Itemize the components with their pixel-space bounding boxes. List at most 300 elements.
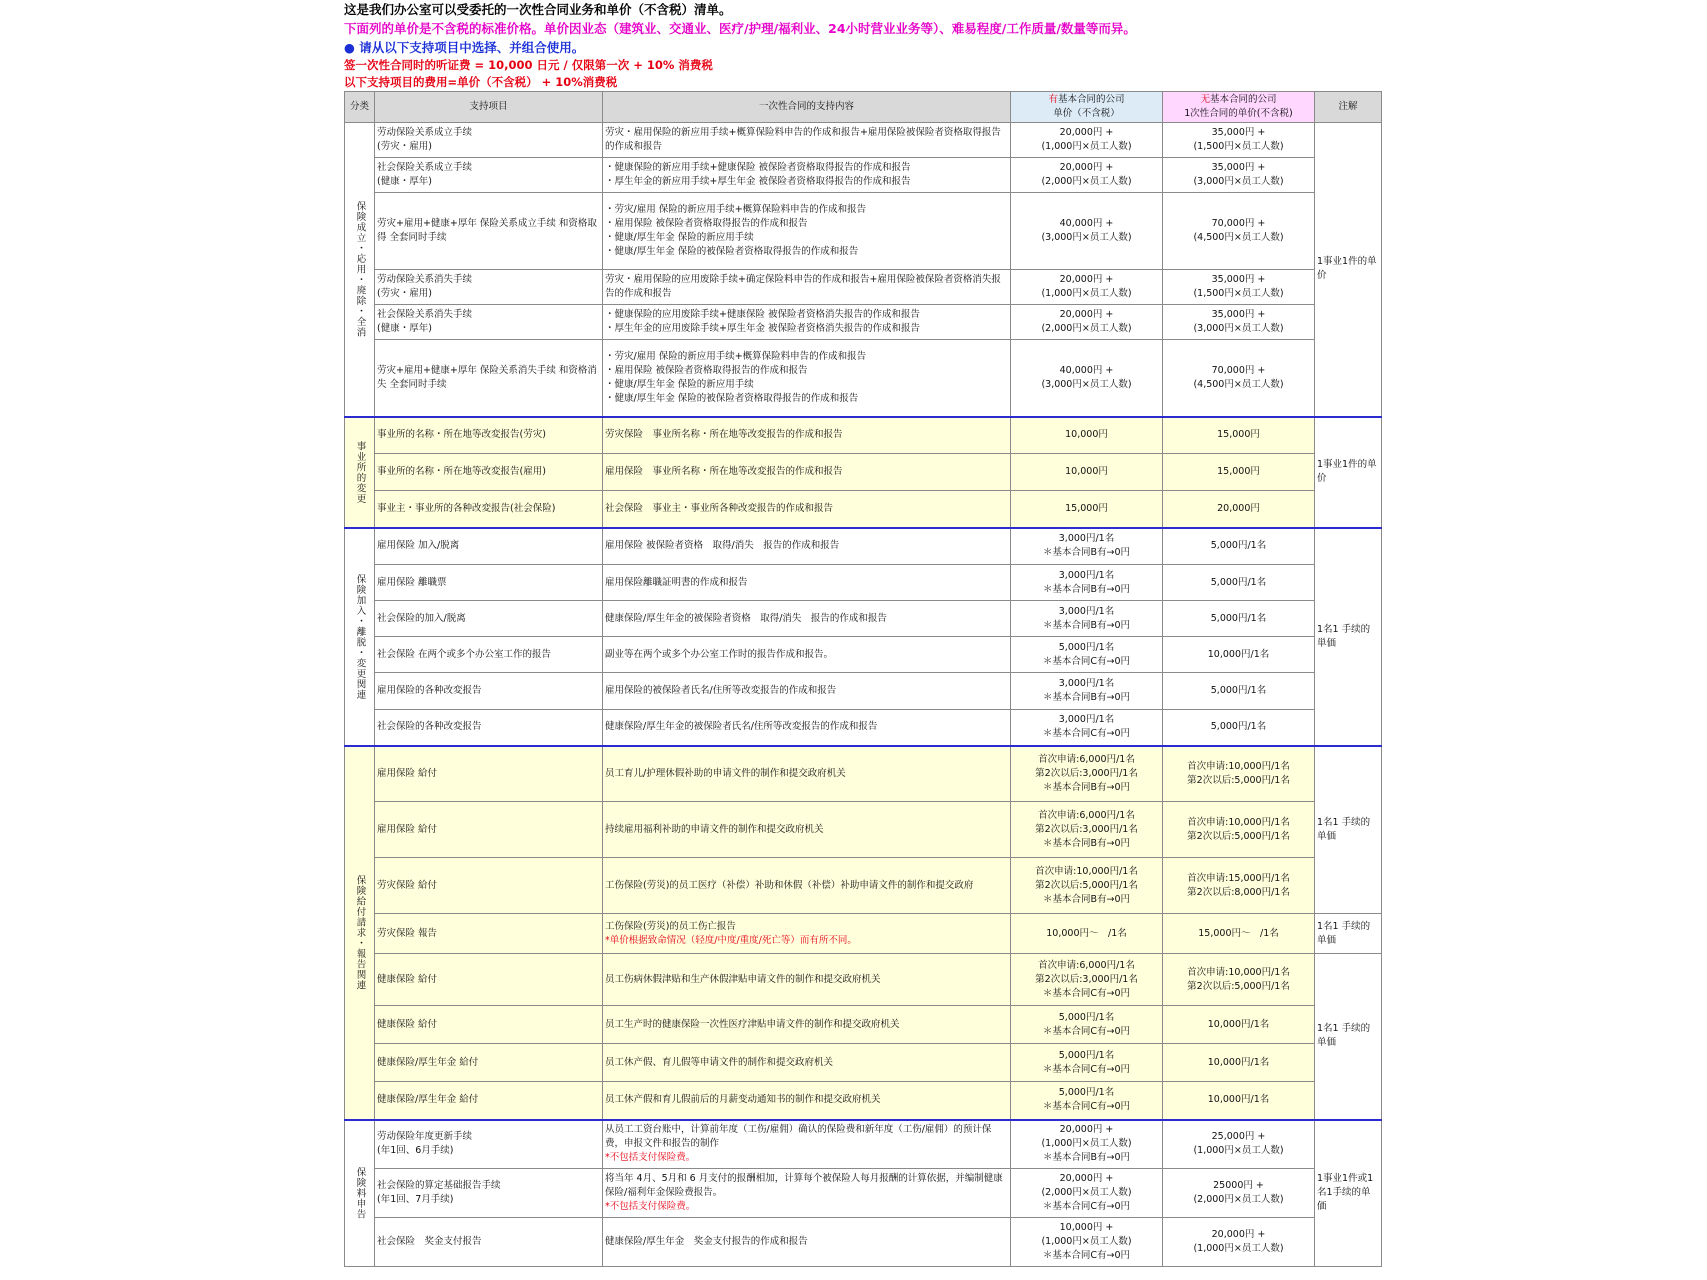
basic-price-text: 20,000円 +: [1059, 1124, 1114, 1136]
nobasic-price-text: 第2次以后:5,000円/1名: [1187, 980, 1290, 992]
basic-price-text: 5,000円/1名: [1058, 1049, 1115, 1061]
item-cell: [375, 858, 603, 914]
table-row: [345, 491, 1382, 528]
basic-price-text: 首次申请:6,000円/1名: [1038, 959, 1135, 971]
table-row: [345, 528, 1382, 565]
item-text: (年1回、6月手续): [377, 1145, 454, 1157]
content-text: ・雇用保险 被保险者资格取得报告的作成和报告: [605, 364, 808, 376]
basic-price-text: 10,000円 +: [1059, 1222, 1114, 1233]
nobasic-price-text: (1,000円×员工人数): [1193, 1243, 1284, 1254]
nobasic-price-cell: [1163, 1218, 1315, 1267]
nobasic-price-text: 10,000円/1名: [1207, 648, 1270, 660]
nobasic-price-cell: [1163, 417, 1315, 454]
nobasic-price-text: 10,000円/1名: [1207, 1018, 1270, 1030]
nobasic-price-cell: [1163, 954, 1315, 1006]
item-text: 事业所的名称・所在地等改変报告(劳灾): [377, 429, 546, 441]
basic-price-text: 20,000円 +: [1059, 162, 1114, 173]
basic-price-text: 15,000円: [1065, 502, 1108, 514]
item-text: 劳灾+雇用+健康+厚年 保险关系成立手续 和资格取得 全套同时手续: [377, 218, 597, 243]
basic-price-text: ＊基本合同B有→0円: [1042, 692, 1131, 703]
nobasic-price-text: 15,000円: [1217, 429, 1260, 441]
nobasic-price-text: 第2次以后:5,000円/1名: [1187, 774, 1290, 786]
hearing-fee-note: 签一次性合同时的听证费 = 10,000 日元 / 仅限第一次 + 10% 消费税: [344, 58, 713, 72]
nobasic-price-cell: [1163, 340, 1315, 417]
nobasic-price-text: (3,000円×员工人数): [1193, 323, 1284, 334]
item-cell: [375, 1082, 603, 1120]
nobasic-price-cell: [1163, 914, 1315, 954]
nobasic-price-cell: [1163, 637, 1315, 673]
basic-price-text: 首次申请:6,000円/1名: [1038, 753, 1135, 765]
nobasic-price-text: (3,000円×员工人数): [1193, 176, 1284, 187]
basic-price-text: 3,000円/1名: [1058, 533, 1115, 545]
basic-price-text: 第2次以后:5,000円/1名: [1035, 879, 1138, 891]
item-text: 社会保险的算定基础报告手续: [377, 1180, 501, 1191]
item-text: 劳动保险关系消失手续: [377, 274, 473, 285]
content-text: ・健康/厚生年金 保险的新应用手续: [605, 232, 754, 243]
content-cell: [603, 673, 1011, 710]
basic-price-text: 10,000円～ /1名: [1046, 927, 1127, 939]
basic-price-cell: [1011, 746, 1163, 802]
pricing-note: 下面列的单价是不含税的标准价格。单价因业态（建筑业、交通业、医疗/护理/福利业、24小时营业业务等）、难易程度/工作质量/数量等而异。: [344, 21, 1136, 36]
nobasic-price-text: 首次申请:10,000円/1名: [1187, 966, 1290, 978]
content-cell: [603, 270, 1011, 305]
note-cell: 1事业1件的单价: [1315, 417, 1382, 528]
content-text: ・劳灾/雇用 保险的新应用手续+概算保险料申告的作成和报告: [605, 350, 867, 362]
nobasic-price-cell: [1163, 565, 1315, 601]
item-text: 社会保险的各种改変报告: [377, 721, 482, 733]
item-cell: [375, 340, 603, 417]
basic-price-cell: [1011, 528, 1163, 565]
nobasic-price-text: 15,000円: [1217, 466, 1260, 477]
table-header-row: [345, 92, 1382, 123]
item-text: 劳动保险年度更新手续: [377, 1131, 473, 1143]
content-cell: [603, 1082, 1011, 1120]
basic-price-cell: [1011, 1120, 1163, 1169]
item-cell: [375, 305, 603, 340]
content-text: 持续雇用福利补助的申请文件的制作和提交政府机关: [605, 823, 824, 835]
content-cell: [603, 491, 1011, 528]
content-text: ・雇用保险 被保险者资格取得报告的作成和报告: [605, 218, 808, 229]
basic-price-cell: [1011, 1044, 1163, 1082]
basic-price-text: ＊基本合同B有→0円: [1042, 837, 1131, 849]
content-text: 劳灾・雇用保险的应用废除手续+确定保险料申告的作成和报告+雇用保险被保险者资格消失报告的作成和报告: [605, 274, 1001, 299]
nobasic-price-text: 第2次以后:5,000円/1名: [1187, 830, 1290, 842]
nobasic-price-text: 10,000円/1名: [1207, 1056, 1270, 1068]
content-text: 健康保险/厚生年金的被保险者资格 取得/消失 报告的作成和报告: [605, 612, 887, 624]
table-row: [345, 270, 1382, 305]
item-text: 劳灾保险 給付: [377, 879, 438, 891]
basic-price-text: (3,000円×员工人数): [1041, 232, 1132, 243]
item-text: 健康保险/厚生年金 給付: [377, 1094, 479, 1106]
nobasic-price-cell: [1163, 454, 1315, 491]
table-row: [345, 1006, 1382, 1044]
table-row: [345, 710, 1382, 746]
nobasic-price-text: 25000円 +: [1213, 1180, 1264, 1191]
basic-price-text: (1,000円×员工人数): [1041, 1138, 1132, 1150]
item-cell: [375, 954, 603, 1006]
item-text: 劳灾保险 報告: [377, 927, 438, 939]
basic-price-text: ＊基本合同B有→0円: [1042, 619, 1131, 631]
content-cell: [603, 528, 1011, 565]
content-text: ・健康/厚生年金 保险的新应用手续: [605, 378, 754, 390]
basic-price-text: 20,000円 +: [1059, 274, 1114, 285]
basic-price-cell: [1011, 305, 1163, 340]
content-text: ・厚生年金的新应用手续+厚生年金 被保险者资格取得报告的作成和报告: [605, 176, 911, 187]
table-row: [345, 637, 1382, 673]
nobasic-price-cell: [1163, 1006, 1315, 1044]
nobasic-price-cell: [1163, 802, 1315, 858]
item-cell: [375, 491, 603, 528]
content-cell: [603, 954, 1011, 1006]
item-cell: [375, 1120, 603, 1169]
basic-price-cell: [1011, 710, 1163, 746]
item-text: 劳动保险关系成立手续: [377, 127, 473, 138]
content-text: ・劳灾/雇用 保险的新应用手续+概算保险料申告的作成和报告: [605, 204, 867, 215]
basic-price-text: (1,000円×员工人数): [1041, 1236, 1132, 1247]
item-text: 社会保险的加入/脱离: [377, 612, 466, 624]
content-text: 社会保险 事业主・事业所各种改変报告的作成和报告: [605, 502, 834, 514]
content-cell: [603, 158, 1011, 193]
nobasic-price-text: (4,500円×员工人数): [1193, 232, 1284, 243]
content-cell: [603, 1218, 1011, 1267]
nobasic-price-cell: [1163, 305, 1315, 340]
item-cell: [375, 123, 603, 158]
basic-price-text: 3,000円/1名: [1058, 678, 1115, 689]
basic-price-text: 40,000円 +: [1059, 218, 1114, 229]
basic-price-cell: [1011, 673, 1163, 710]
table-row: [345, 914, 1382, 954]
table-row: [345, 858, 1382, 914]
basic-price-text: 第2次以后:3,000円/1名: [1035, 767, 1138, 779]
basic-price-text: 10,000円: [1065, 466, 1108, 477]
nobasic-price-text: 35,000円 +: [1211, 309, 1266, 320]
basic-price-text: 第2次以后:3,000円/1名: [1035, 973, 1138, 985]
basic-price-text: 3,000円/1名: [1058, 569, 1115, 581]
item-text: 社会保险 奖金支付报告: [377, 1236, 482, 1247]
basic-price-text: 5,000円/1名: [1058, 641, 1115, 653]
content-cell: [603, 123, 1011, 158]
content-cell: [603, 193, 1011, 270]
basic-price-text: ＊基本合同B有→0円: [1042, 781, 1131, 793]
nobasic-price-cell: [1163, 710, 1315, 746]
content-text: 雇用保险的被保险者氏名/住所等改変报告的作成和报告: [605, 685, 837, 696]
nobasic-price-cell: [1163, 673, 1315, 710]
item-text: 事业主・事业所的各种改変报告(社会保险): [377, 502, 556, 514]
item-text: 健康保险 給付: [377, 973, 438, 985]
item-cell: [375, 454, 603, 491]
item-cell: [375, 565, 603, 601]
basic-price-text: ＊基本合同C有→0円: [1042, 728, 1131, 740]
item-cell: [375, 1169, 603, 1218]
content-text: 将当年 4月、5月和 6 月支付的报酬相加，计算每个被保险人每月报酬的计算依据，并编制健康保险/福利年金保险费报告。: [605, 1173, 1003, 1198]
nobasic-price-text: 35,000円 +: [1211, 127, 1266, 138]
nobasic-price-text: (4,500円×员工人数): [1193, 378, 1284, 390]
price-table: [344, 91, 1382, 1267]
nobasic-price-cell: [1163, 1044, 1315, 1082]
nobasic-price-cell: [1163, 601, 1315, 637]
table-row: [345, 305, 1382, 340]
nobasic-price-cell: [1163, 491, 1315, 528]
basic-price-text: 3,000円/1名: [1058, 714, 1115, 726]
basic-price-cell: [1011, 340, 1163, 417]
content-cell: [603, 340, 1011, 417]
basic-price-cell: [1011, 565, 1163, 601]
basic-price-text: (3,000円×员工人数): [1041, 378, 1132, 390]
item-cell: [375, 1044, 603, 1082]
content-text: ・健康保险的应用废除手续+健康保险 被保险者资格消失报告的作成和报告: [605, 309, 920, 320]
note-cell: 1名1 手续的单価: [1315, 746, 1382, 914]
item-text: 雇用保险 加入/脱离: [377, 540, 460, 552]
table-row: [345, 565, 1382, 601]
basic-price-text: ＊基本合同C有→0円: [1042, 987, 1131, 999]
table-row: [345, 158, 1382, 193]
content-cell: [603, 1006, 1011, 1044]
note-cell: 1名1 手续的単価: [1315, 528, 1382, 746]
content-text: 健康保险/厚生年金 奖金支付报告的作成和报告: [605, 1236, 808, 1247]
col-category: 分类: [345, 92, 375, 123]
table-row: [345, 1082, 1382, 1120]
content-cell: [603, 601, 1011, 637]
intro-line: 这是我们办公室可以受委托的一次性合同业务和单价（不含税）清单。: [344, 2, 732, 17]
content-warning: *单价根据致命情况（轻度/中度/重度/死亡等）而有所不同。: [605, 934, 857, 946]
content-text: 员工生产时的健康保险一次性医疗津贴申请文件的制作和提交政府机关: [605, 1018, 900, 1030]
item-text: (年1回、7月手续): [377, 1194, 454, 1205]
basic-price-cell: [1011, 454, 1163, 491]
nobasic-price-cell: [1163, 158, 1315, 193]
content-text: 劳灾保险 事业所名称・所在地等改変报告的作成和报告: [605, 429, 843, 441]
nobasic-price-text: 首次申请:10,000円/1名: [1187, 816, 1290, 828]
nobasic-price-text: 20,000円: [1217, 502, 1260, 514]
nobasic-price-text: 15,000円～ /1名: [1198, 927, 1279, 939]
basic-price-text: ＊基本合同B有→0円: [1042, 547, 1131, 559]
content-text: 健康保险/厚生年金的被保险者氏名/住所等改変报告的作成和报告: [605, 721, 878, 733]
basic-price-cell: [1011, 802, 1163, 858]
content-cell: [603, 914, 1011, 954]
content-text: 从员工工资台账中，计算前年度（工伤/雇佣）确认的保险费和新年度（工伤/雇佣）的预计保费，申报文件和报告的制作: [605, 1124, 992, 1150]
content-cell: [603, 858, 1011, 914]
nobasic-price-text: (1,500円×员工人数): [1193, 141, 1284, 152]
nobasic-price-text: 70,000円 +: [1211, 218, 1266, 229]
basic-price-cell: [1011, 417, 1163, 454]
col-nobasic-price: 无基本合同的公司 1次性合同的单价(不含税): [1163, 92, 1315, 123]
basic-price-cell: [1011, 637, 1163, 673]
content-text: 工伤保险(劳災)的员工伤亡报告: [605, 920, 736, 932]
item-text: 雇用保险 離職票: [377, 576, 447, 588]
item-cell: [375, 637, 603, 673]
item-text: (健康・厚年): [377, 323, 432, 334]
content-cell: [603, 305, 1011, 340]
nobasic-price-cell: [1163, 123, 1315, 158]
fee-formula-note: 以下支持项目的费用=单价（不含税） + 10%消费税: [344, 75, 618, 89]
nobasic-price-text: 25,000円 +: [1211, 1131, 1266, 1143]
basic-price-text: 5,000円/1名: [1058, 1011, 1115, 1023]
nobasic-price-text: 5,000円/1名: [1210, 612, 1267, 624]
content-text: 副业等在两个或多个办公室工作时的报告作成和报告。: [605, 648, 834, 660]
basic-price-cell: [1011, 1218, 1163, 1267]
basic-price-text: 40,000円 +: [1059, 364, 1114, 376]
basic-price-text: 首次申请:6,000円/1名: [1038, 809, 1135, 821]
table-row: [345, 193, 1382, 270]
basic-price-text: ＊基本合同C有→0円: [1042, 1250, 1131, 1261]
basic-price-cell: [1011, 491, 1163, 528]
basic-price-text: ＊基本合同B有→0円: [1042, 1152, 1131, 1164]
nobasic-price-cell: [1163, 1169, 1315, 1218]
basic-price-text: ＊基本合同C有→0円: [1042, 1101, 1131, 1113]
nobasic-price-text: (2,000円×员工人数): [1193, 1194, 1284, 1205]
item-text: 健康保险/厚生年金 給付: [377, 1056, 479, 1068]
table-row: [345, 601, 1382, 637]
item-text: (健康・厚年): [377, 176, 432, 187]
item-cell: [375, 802, 603, 858]
item-cell: [375, 158, 603, 193]
nobasic-price-text: 10,000円/1名: [1207, 1094, 1270, 1106]
item-text: 事业所的名称・所在地等改変报告(雇用): [377, 466, 546, 477]
item-cell: [375, 1006, 603, 1044]
content-text: 员工休产假、育儿假等申请文件的制作和提交政府机关: [605, 1056, 834, 1068]
table-row: [345, 802, 1382, 858]
content-cell: [603, 1120, 1011, 1169]
note-cell: 1事业1件或1名1手续的单価: [1315, 1120, 1382, 1267]
content-text: 员工伤病休假津贴和生产休假津贴申请文件的制作和提交政府机关: [605, 973, 881, 985]
table-row: [345, 673, 1382, 710]
basic-price-text: ＊基本合同C有→0円: [1042, 1063, 1131, 1075]
content-cell: [603, 565, 1011, 601]
item-cell: [375, 417, 603, 454]
content-cell: [603, 454, 1011, 491]
basic-price-cell: [1011, 914, 1163, 954]
item-cell: [375, 710, 603, 746]
category-cell: 保険成立・応用・廃除・全消: [345, 123, 375, 417]
nobasic-price-text: 5,000円/1名: [1210, 721, 1267, 733]
nobasic-price-cell: [1163, 528, 1315, 565]
nobasic-price-text: 5,000円/1名: [1210, 685, 1267, 696]
content-cell: [603, 802, 1011, 858]
content-text: ・健康保险的新应用手续+健康保险 被保险者资格取得报告的作成和报告: [605, 162, 911, 173]
content-text: ・健康/厚生年金 保险的被保险者资格取得报告的作成和报告: [605, 246, 859, 257]
content-cell: [603, 417, 1011, 454]
nobasic-price-text: 70,000円 +: [1211, 364, 1266, 376]
item-cell: [375, 528, 603, 565]
category-cell: 保険給付請求・報告関連: [345, 746, 375, 1120]
note-cell: 1事业1件的单价: [1315, 123, 1382, 417]
item-text: 劳灾+雇用+健康+厚年 保险关系消失手续 和资格消失 全套同时手续: [377, 364, 597, 390]
nobasic-price-cell: [1163, 746, 1315, 802]
nobasic-price-text: 5,000円/1名: [1210, 576, 1267, 588]
nobasic-price-text: 20,000円 +: [1211, 1229, 1266, 1240]
content-text: 员工休产假和育儿假前后的月薪变动通知书的制作和提交政府机关: [605, 1094, 881, 1106]
basic-price-cell: [1011, 123, 1163, 158]
item-text: 健康保险 給付: [377, 1018, 438, 1030]
basic-price-cell: [1011, 158, 1163, 193]
basic-price-text: 10,000円: [1065, 429, 1108, 441]
content-cell: [603, 637, 1011, 673]
table-row: [345, 417, 1382, 454]
content-text: 员工育儿/护理休假补助的申请文件的制作和提交政府机关: [605, 767, 846, 779]
nobasic-price-text: (1,500円×员工人数): [1193, 288, 1284, 299]
table-row: [345, 1169, 1382, 1218]
basic-price-text: (1,000円×员工人数): [1041, 141, 1132, 152]
table-row: [345, 1120, 1382, 1169]
category-cell: 保険料申告: [345, 1120, 375, 1267]
item-text: 雇用保险 給付: [377, 823, 438, 835]
item-text: (劳灾・雇用): [377, 141, 432, 152]
note-cell: 1名1 手续的单価: [1315, 954, 1382, 1120]
basic-price-text: (2,000円×员工人数): [1041, 323, 1132, 334]
nobasic-price-cell: [1163, 858, 1315, 914]
item-text: 雇用保险的各种改変报告: [377, 685, 482, 696]
content-text: 工伤保险(劳災)的员工医疗（补偿）补助和休假（补偿）补助申请文件的制作和提交政府: [605, 879, 974, 891]
nobasic-price-cell: [1163, 1082, 1315, 1120]
item-cell: [375, 673, 603, 710]
item-text: 社会保险关系成立手续: [377, 162, 473, 173]
basic-price-cell: [1011, 1169, 1163, 1218]
content-cell: [603, 746, 1011, 802]
price-list-sheet: [344, 0, 1381, 1267]
basic-price-text: 5,000円/1名: [1058, 1087, 1115, 1099]
basic-price-text: ＊基本合同C有→0円: [1042, 655, 1131, 667]
basic-price-text: 20,000円 +: [1059, 309, 1114, 320]
basic-price-cell: [1011, 954, 1163, 1006]
content-cell: [603, 710, 1011, 746]
basic-price-text: ＊基本合同C有→0円: [1042, 1025, 1131, 1037]
basic-price-text: ＊基本合同C有→0円: [1042, 1201, 1131, 1212]
table-row: [345, 746, 1382, 802]
basic-price-cell: [1011, 601, 1163, 637]
basic-price-text: 3,000円/1名: [1058, 605, 1115, 617]
basic-price-text: ＊基本合同B有→0円: [1042, 893, 1131, 905]
item-cell: [375, 746, 603, 802]
basic-price-text: (2,000円×员工人数): [1041, 176, 1132, 187]
table-row: [345, 1218, 1382, 1267]
item-cell: [375, 270, 603, 305]
col-basic-price: 有基本合同的公司 单价（不含税）: [1011, 92, 1163, 123]
item-cell: [375, 193, 603, 270]
nobasic-price-text: 首次申请:15,000円/1名: [1187, 872, 1290, 884]
content-text: 劳灾・雇用保险的新应用手续+概算保险料申告的作成和报告+雇用保险被保险者资格取得报告的作成和报告: [605, 127, 1001, 152]
basic-price-text: (2,000円×员工人数): [1041, 1187, 1132, 1198]
category-cell: 保険加入・離脱・変更関連: [345, 528, 375, 746]
table-row: [345, 954, 1382, 1006]
content-cell: [603, 1169, 1011, 1218]
content-text: ・健康/厚生年金 保险的被保险者资格取得报告的作成和报告: [605, 392, 859, 404]
basic-price-cell: [1011, 1082, 1163, 1120]
content-text: ・厚生年金的应用废除手续+厚生年金 被保险者资格消失报告的作成和报告: [605, 323, 920, 334]
item-cell: [375, 914, 603, 954]
basic-price-cell: [1011, 858, 1163, 914]
basic-price-text: 首次申请:10,000円/1名: [1035, 865, 1138, 877]
item-text: 社会保险关系消失手续: [377, 309, 473, 320]
nobasic-price-cell: [1163, 193, 1315, 270]
nobasic-price-text: 35,000円 +: [1211, 274, 1266, 285]
col-item: 支持项目: [375, 92, 603, 123]
col-content: 一次性合同的支持内容: [603, 92, 1011, 123]
item-cell: [375, 1218, 603, 1267]
basic-price-cell: [1011, 1006, 1163, 1044]
category-cell: 事业所的変更: [345, 417, 375, 528]
table-row: [345, 340, 1382, 417]
table-row: [345, 1044, 1382, 1082]
content-text: 雇用保险 被保险者资格 取得/消失 报告的作成和报告: [605, 540, 840, 552]
content-warning: *不包括支付保险费。: [605, 1201, 696, 1212]
basic-price-text: 第2次以后:3,000円/1名: [1035, 823, 1138, 835]
item-text: (劳灾・雇用): [377, 288, 432, 299]
item-text: 社会保险 在两个或多个办公室工作的报告: [377, 648, 552, 660]
nobasic-price-text: (1,000円×员工人数): [1193, 1145, 1284, 1157]
basic-price-text: 20,000円 +: [1059, 1173, 1114, 1184]
basic-price-text: (1,000円×员工人数): [1041, 288, 1132, 299]
content-cell: [603, 1044, 1011, 1082]
basic-price-cell: [1011, 193, 1163, 270]
